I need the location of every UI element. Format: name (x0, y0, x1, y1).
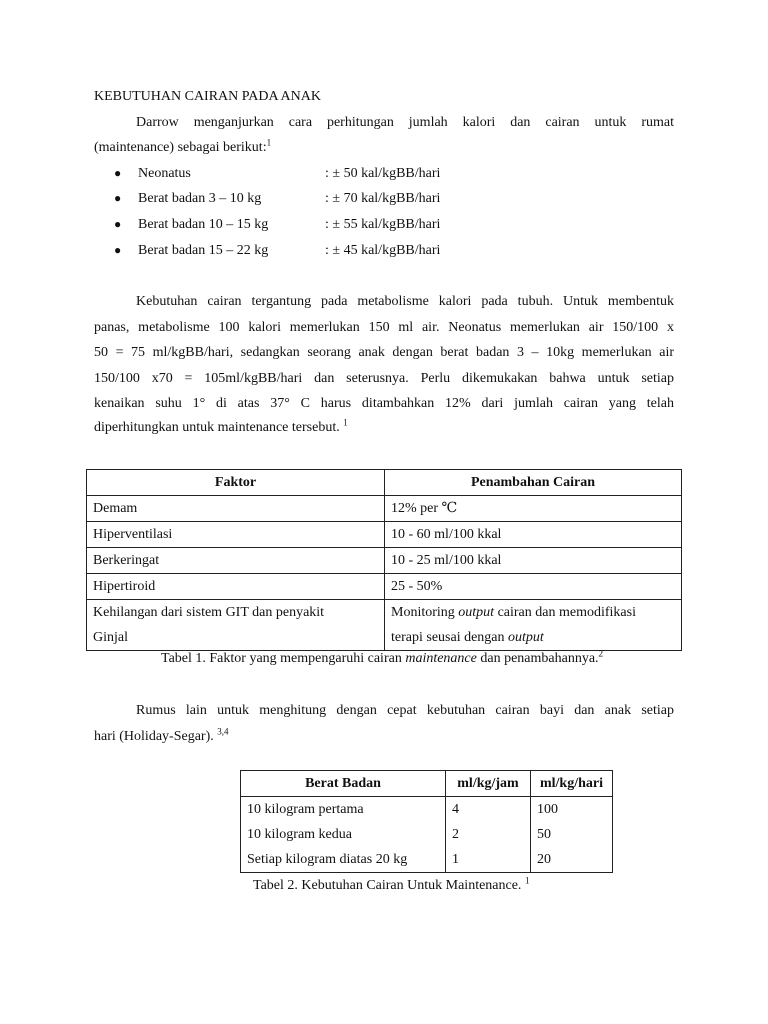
paragraph2-line: 50 = 75 ml/kgBB/hari, sedangkan seorang anak dengan berat badan 3 – 10kg memerlukan air (94, 345, 674, 360)
factor-table (86, 469, 682, 651)
table-cell: Hiperventilasi (87, 522, 385, 548)
table-cell: 12% per ℃ (385, 496, 682, 522)
table-row (241, 822, 613, 847)
table-cell: 10 - 25 ml/100 kkal (385, 548, 682, 574)
table-cell: 4 (446, 797, 531, 823)
paragraph2-line: 150/100 x70 = 105ml/kgBB/hari dan seterusnya. Perlu dikemukakan bahwa untuk setiap (94, 371, 674, 386)
table-header: ml/kg/jam (446, 771, 531, 797)
table2-caption: Tabel 2. Kebutuhan Cairan Untuk Maintenance. $^1$ (253, 875, 530, 893)
table1-caption: Tabel 1. Faktor yang mempengaruhi cairan maintenance dan penambahannya.$^2$ (161, 648, 604, 666)
paragraph2-line: panas, metabolisme 100 kalori memerlukan 150 ml air. Neonatus memerlukan air 150/100 x (94, 320, 674, 335)
table-cell: 50 (531, 822, 613, 847)
table-header: Faktor (87, 470, 385, 496)
bullet-value: : ± 55 kal/kgBB/hari (325, 217, 441, 232)
table-row (87, 600, 682, 651)
table-cell: Setiap kilogram diatas 20 kg (241, 847, 446, 873)
table-cell: 10 kilogram kedua (241, 822, 446, 847)
table-row (87, 522, 682, 548)
table-cell: 25 - 50% (385, 574, 682, 600)
bullet-icon: ● (114, 243, 122, 257)
paragraph2-line: Kebutuhan cairan tergantung pada metabolisme kalori pada tubuh. Untuk membentuk (136, 294, 674, 309)
bullet-label: Berat badan 3 – 10 kg (138, 191, 262, 206)
paragraph3-line-1: Rumus lain untuk menghitung dengan cepat kebutuhan cairan bayi dan anak setiap (136, 703, 674, 718)
bullet-icon: ● (114, 166, 122, 180)
paragraph2-line: kenaikan suhu 1° di atas 37° C harus ditambahkan 12% dari jumlah cairan yang telah (94, 396, 674, 411)
table-cell: Berkeringat (87, 548, 385, 574)
table-header: Penambahan Cairan (385, 470, 682, 496)
table-cell: 100 (531, 797, 613, 823)
intro-ref: 1 (266, 137, 272, 148)
table-row (241, 847, 613, 873)
paragraph2-last-line: diperhitungkan untuk maintenance tersebut. $^1$ (94, 417, 348, 435)
table-cell: 10 - 60 ml/100 kkal (385, 522, 682, 548)
bullet-value: : ± 50 kal/kgBB/hari (325, 166, 441, 181)
bullet-icon: ● (114, 217, 122, 231)
intro-line-2: (maintenance) sebagai berikut:$^1$ (94, 137, 272, 155)
holiday-segar-table (240, 770, 613, 873)
table-row (241, 797, 613, 823)
table-cell: 20 (531, 847, 613, 873)
intro-line-1: Darrow menganjurkan cara perhitungan jumlah kalori dan cairan untuk rumat (136, 115, 674, 130)
table-cell: 2 (446, 822, 531, 847)
paragraph2-ref: 1 (343, 417, 348, 428)
bullet-value: : ± 70 kal/kgBB/hari (325, 191, 441, 206)
bullet-value: : ± 45 kal/kgBB/hari (325, 243, 441, 258)
table-row (87, 496, 682, 522)
table-cell: Monitoring output cairan dan memodifikasi terapi seusai dengan output (385, 600, 682, 651)
bullet-icon: ● (114, 191, 122, 205)
paragraph3-line-2: hari (Holiday-Segar). $^{3,4}$ (94, 726, 229, 744)
table-header-row (87, 470, 682, 496)
table-cell: Demam (87, 496, 385, 522)
table-cell: 1 (446, 847, 531, 873)
document-title: KEBUTUHAN CAIRAN PADA ANAK (94, 89, 322, 104)
bullet-label: Neonatus (138, 166, 191, 181)
bullet-label: Berat badan 10 – 15 kg (138, 217, 269, 232)
bullet-label: Berat badan 15 – 22 kg (138, 243, 269, 258)
table-header: ml/kg/hari (531, 771, 613, 797)
table-row (87, 574, 682, 600)
table-header: Berat Badan (241, 771, 446, 797)
table-cell: 10 kilogram pertama (241, 797, 446, 823)
table-cell: Kehilangan dari sistem GIT dan penyakit Ginjal (87, 600, 385, 651)
table-cell: Hipertiroid (87, 574, 385, 600)
table-row (87, 548, 682, 574)
table-header-row (241, 771, 613, 797)
